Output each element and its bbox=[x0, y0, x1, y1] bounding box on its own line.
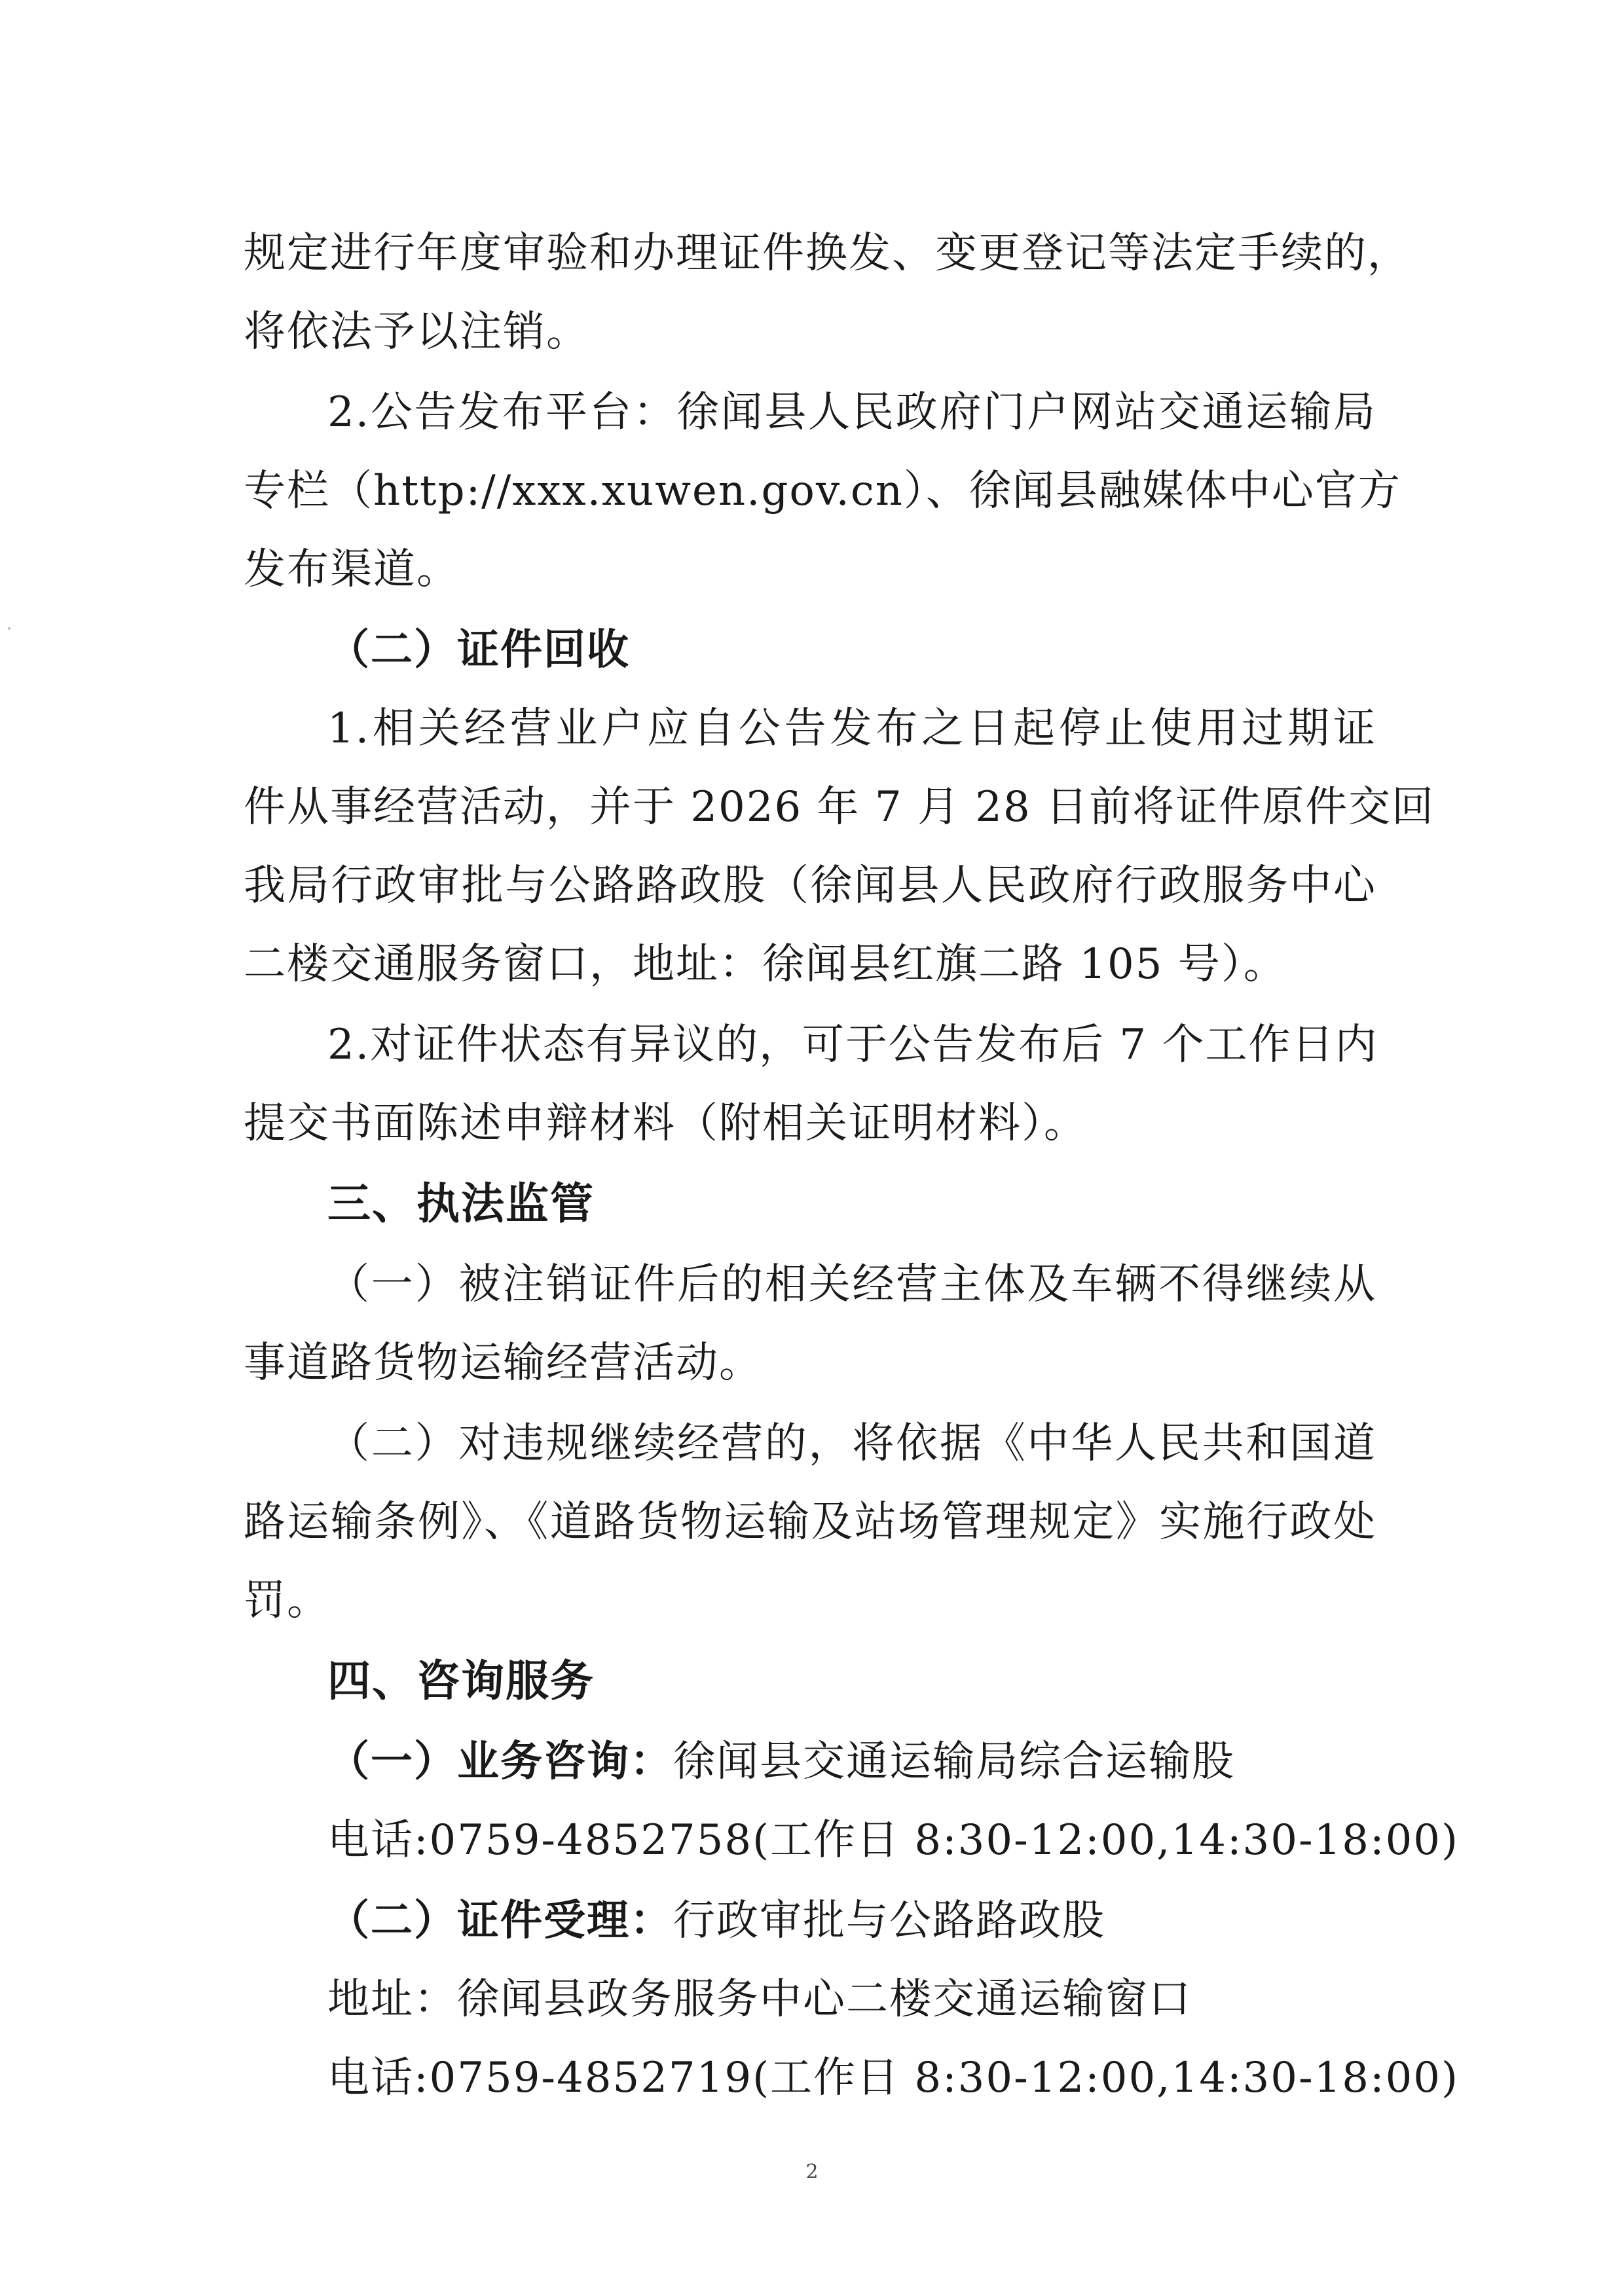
section-heading: 三、执法监管 bbox=[327, 1178, 595, 1229]
paragraph-line: 2.对证件状态有异议的，可于公告发布后 7 个工作日内 bbox=[327, 1021, 1378, 1069]
paragraph-line: （一）被注销证件后的相关经营主体及车辆不得继续从 bbox=[327, 1260, 1376, 1309]
contact-line bbox=[327, 1895, 1376, 1947]
paragraph-line: 发布渠道。 bbox=[244, 545, 460, 594]
contact-line bbox=[327, 1736, 1376, 1788]
section-heading: 四、咨询服务 bbox=[327, 1656, 595, 1706]
contact-value: 徐闻县交通运输局综合运输股 bbox=[673, 1738, 1235, 1786]
contact-label: （二）证件受理： bbox=[327, 1896, 673, 1945]
paragraph-line: 将依法予以注销。 bbox=[244, 308, 589, 356]
paragraph-line: 二楼交通服务窗口，地址：徐闻县红旗二路 105 号）。 bbox=[244, 940, 1287, 989]
paragraph-line: 规定进行年度审验和办理证件换发、变更登记等法定手续的， bbox=[244, 229, 1411, 278]
page-number: 2 bbox=[805, 2160, 819, 2183]
paragraph-line: 路运输条例》、《道路货物运输及站场管理规定》实施行政处 bbox=[244, 1498, 1376, 1546]
paragraph-line: 件从事经营活动，并于 2026 年 7 月 28 日前将证件原件交回 bbox=[244, 783, 1435, 831]
paragraph-line: 我局行政审批与公路路政股（徐闻县人民政府行政服务中心 bbox=[244, 862, 1376, 910]
paragraph-line: 罚。 bbox=[244, 1576, 330, 1625]
paragraph-line: 2.公告发布平台：徐闻县人民政府门户网站交通运输局 bbox=[327, 388, 1376, 437]
subsection-heading: （二）证件回收 bbox=[327, 625, 630, 674]
scan-artifact bbox=[8, 627, 10, 630]
paragraph-line: 提交书面陈述申辩材料（附相关证明材料）。 bbox=[244, 1099, 1087, 1148]
paragraph-line: 专栏（http://xxx.xuwen.gov.cn）、徐闻县融媒体中心官方 bbox=[244, 467, 1401, 515]
address-line: 地址：徐闻县政务服务中心二楼交通运输窗口 bbox=[327, 1975, 1192, 2024]
paragraph-line: 1.相关经营业户应自公告发布之日起停止使用过期证 bbox=[327, 704, 1376, 753]
contact-label: （一）业务咨询： bbox=[327, 1737, 673, 1786]
paragraph-line: 事道路货物运输经营活动。 bbox=[244, 1339, 762, 1387]
phone-line: 电话:0759-4852758(工作日 8:30-12:00,14:30-18:00) bbox=[327, 1816, 1459, 1865]
phone-line: 电话:0759-4852719(工作日 8:30-12:00,14:30-18:00) bbox=[327, 2054, 1459, 2102]
contact-value: 行政审批与公路路政股 bbox=[673, 1897, 1105, 1945]
paragraph-line: （二）对违规继续经营的，将依据《中华人民共和国道 bbox=[327, 1419, 1376, 1468]
